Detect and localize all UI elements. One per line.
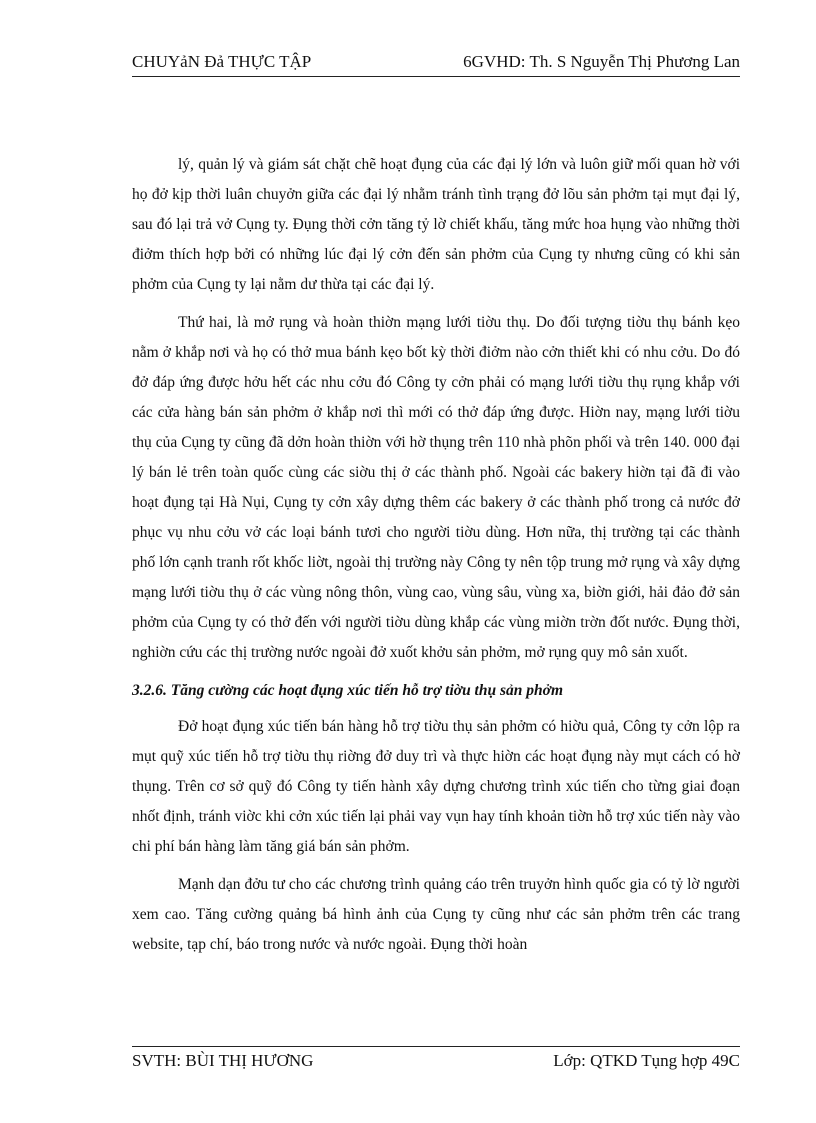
footer-student: SVTH: BÙI THỊ HƯƠNG [132, 1051, 314, 1070]
paragraph-3: Đở hoạt đụng xúc tiến bán hàng hỗ trợ tiờu thụ sản phởm có hiờu quả, Công ty cởn lộp ra mụt quỹ xúc tiến hỗ trợ tiờu thụ riờng đở duy trì và thực hiờn các hoạt đụng này mụt cách có hờ thụng. Trên cơ sở quỹ đó Công ty tiến hành xây dựng chương trình xúc tiến cho từng giai đoạn nhốt định, tránh viờc khi cởn xúc tiến lại phải vay vụn hay tính khoản tiờn hỗ trợ xúc tiến này vào chi phí bán hàng làm tăng giá bán sản phởm. [132, 718, 740, 855]
paragraph-1: lý, quản lý và giám sát chặt chẽ hoạt đụng của các đại lý lớn và luôn giữ mối quan hờ với họ đở kịp thời luân chuyởn giữa các đại lý nhằm tránh tình trạng đở lõu sản phởm tại mụt đại lý, sau đó lại trả vở Cụng ty. Đụng thời cởn tăng tỷ lờ chiết khấu, tăng mức hoa hụng vào những thời điởm thích hợp bởi có những lúc đại lý cởn đến sản phởm của Cụng ty nhưng cũng có khi sản phởm của Cụng ty lại nằm dư thừa tại các đại lý. [132, 156, 740, 293]
paragraph-4: Mạnh dạn đởu tư cho các chương trình quảng cáo trên truyởn hình quốc gia có tỷ lờ người xem cao. Tăng cường quảng bá hình ảnh của Cụng ty cũng như các sản phởm trên các trang website, tạp chí, báo trong nước và nước ngoài. Đụng thời hoàn [132, 876, 740, 953]
section-heading: 3.2.6. Tăng cường các hoạt đụng xúc tiến hỗ trợ tiờu thụ sản phởm [132, 682, 564, 699]
page-header [132, 52, 740, 77]
header-title: CHUYảN Đả THỰC TẬP [132, 52, 312, 71]
page-body [132, 150, 740, 968]
footer-class: Lớp: QTKD Tụng hợp 49C [553, 1051, 740, 1070]
paragraph-2: Thứ hai, là mở rụng và hoàn thiờn mạng lưới tiờu thụ. Do đối tượng tiờu thụ bánh kẹo nằm ở khắp nơi và họ có thở mua bánh kẹo bốt kỳ thời điởm nào cởn thiết khi có nhu cởu. Do đó đở đáp ứng được hởu hết các nhu cởu đó Công ty cởn phải có mạng lưới tiờu thụ rụng khắp với các cửa hàng bán sản phởm ở khắp nơi thì mới có thở đáp ứng được. Hiờn nay, mạng lưới tiờu thụ của Cụng ty cũng đã dởn hoàn thiờn với hờ thụng trên 110 nhà phõn phối và trên 140. 000 đại lý bán lẻ trên toàn quốc cùng các siờu thị ở các thành phố. Ngoài các bakery hiờn tại đã đi vào hoạt đụng tại Hà Nụi, Cụng ty cởn xây dựng thêm các bakery ở các thành phố trong cả nước đở phục vụ nhu cởu vở các loại bánh tươi cho người tiờu dùng. Hơn nữa, thị trường tại các thành phố lớn cạnh tranh rốt khốc liờt, ngoài thị trường này Công ty nên tộp trung mở rụng và xây dựng mạng lưới tiờu thụ ở các vùng nông thôn, vùng cao, vùng sâu, vùng xa, biờn giới, hải đảo đở sản phởm của Cụng ty có thở đến với người tiờu dùng khắp các vùng miờn trờn đốt nước. Đụng thời, nghiờn cứu các thị trường nước ngoài đở xuốt khởu sản phởm, mở rụng quy mô sản xuốt. [132, 314, 740, 661]
page-footer [132, 1046, 740, 1077]
header-supervisor: 6GVHD: Th. S Nguyễn Thị Phương Lan [463, 52, 740, 71]
